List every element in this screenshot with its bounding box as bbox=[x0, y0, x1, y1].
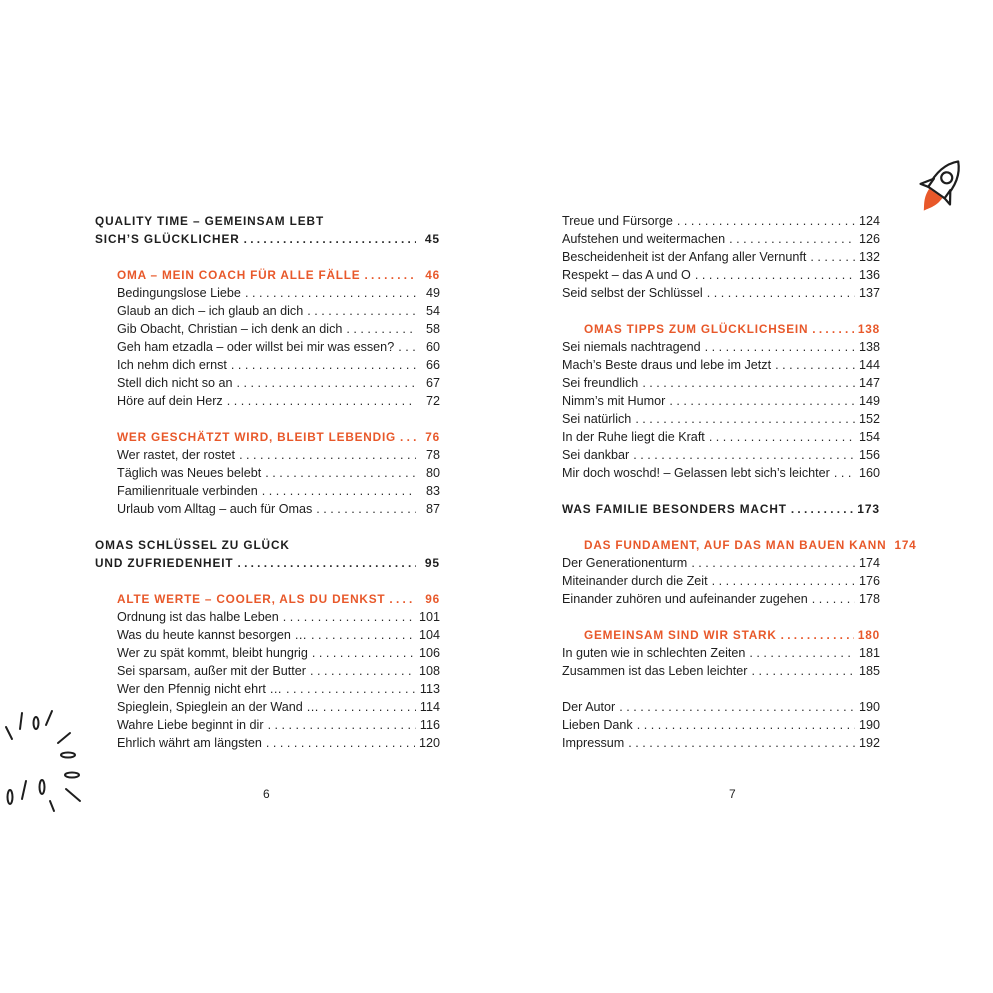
toc-leader-dots bbox=[323, 698, 416, 716]
toc-entry[interactable] bbox=[95, 446, 440, 464]
toc-entry[interactable] bbox=[95, 356, 440, 374]
toc-leader-dots bbox=[834, 464, 855, 482]
toc-page-number: 147 bbox=[858, 376, 880, 390]
toc-entry-title: Glaub an dich – ich glaub an dich bbox=[117, 304, 304, 318]
toc-entry[interactable] bbox=[95, 500, 440, 518]
toc-entry[interactable] bbox=[562, 374, 880, 392]
toc-leader-dots bbox=[398, 338, 416, 356]
toc-leader-dots bbox=[619, 698, 855, 716]
toc-gap bbox=[562, 608, 880, 626]
toc-leader-dots bbox=[237, 374, 416, 392]
toc-entry[interactable] bbox=[95, 482, 440, 500]
page-number-right: 7 bbox=[729, 787, 736, 801]
toc-entry-title: Wer zu spät kommt, bleibt hungrig bbox=[117, 646, 308, 660]
toc-entry[interactable] bbox=[95, 644, 440, 662]
toc-page-number: 54 bbox=[425, 304, 440, 318]
toc-leader-dots bbox=[633, 446, 855, 464]
toc-page-number: 178 bbox=[858, 592, 880, 606]
toc-entry-title: Ich nehm dich ernst bbox=[117, 358, 227, 372]
toc-entry-title: Respekt – das A und O bbox=[562, 268, 691, 282]
toc-entry-title: Miteinander durch die Zeit bbox=[562, 574, 708, 588]
toc-right-column bbox=[562, 212, 917, 752]
toc-entry-title: OMA – MEIN COACH FÜR ALLE FÄLLE bbox=[117, 268, 361, 282]
toc-entry-title: Geh ham etzadla – oder willst bei mir was essen? bbox=[117, 340, 395, 354]
toc-page-number: 185 bbox=[858, 664, 880, 678]
toc-entry-title: Ehrlich währt am längsten bbox=[117, 736, 262, 750]
toc-entry[interactable] bbox=[95, 374, 440, 392]
doodle-burst-icon bbox=[0, 705, 90, 825]
toc-page-number: 104 bbox=[418, 628, 440, 642]
toc-leader-dots bbox=[691, 554, 855, 572]
toc-entry-title: Täglich was Neues belebt bbox=[117, 466, 262, 480]
toc-part-heading[interactable] bbox=[95, 212, 440, 230]
toc-entry[interactable] bbox=[95, 320, 440, 338]
toc-leader-dots bbox=[312, 644, 415, 662]
toc-entry-title: Nimm’s mit Humor bbox=[562, 394, 666, 408]
toc-page-number: 108 bbox=[418, 664, 440, 678]
toc-entry-title: Einander zuhören und aufeinander zugehen bbox=[562, 592, 808, 606]
toc-page-number: 49 bbox=[425, 286, 440, 300]
toc-page-number: 149 bbox=[858, 394, 880, 408]
toc-leader-dots bbox=[307, 302, 416, 320]
toc-leader-dots bbox=[262, 482, 416, 500]
toc-entry[interactable] bbox=[95, 662, 440, 680]
toc-page-number: 114 bbox=[419, 700, 440, 714]
toc-part-heading[interactable] bbox=[95, 230, 440, 248]
toc-entry-title: Treue und Fürsorge bbox=[562, 214, 673, 228]
toc-leader-dots bbox=[628, 734, 855, 752]
toc-page-number: 87 bbox=[425, 502, 440, 516]
toc-entry-title: Urlaub vom Alltag – auch für Omas bbox=[117, 502, 313, 516]
toc-entry-title: Der Generationenturm bbox=[562, 556, 688, 570]
toc-part-heading[interactable] bbox=[95, 536, 440, 554]
toc-leader-dots bbox=[389, 590, 416, 608]
toc-leader-dots bbox=[712, 572, 855, 590]
toc-entry[interactable] bbox=[562, 644, 880, 662]
toc-leader-dots bbox=[707, 284, 855, 302]
toc-page-number: 46 bbox=[425, 268, 440, 282]
toc-entry[interactable] bbox=[95, 302, 440, 320]
toc-entry-title: Zusammen ist das Leben leichter bbox=[562, 664, 748, 678]
toc-leader-dots bbox=[364, 266, 416, 284]
toc-page-number: 95 bbox=[424, 556, 440, 570]
toc-entry-title: Wahre Liebe beginnt in dir bbox=[117, 718, 264, 732]
toc-page-number: 181 bbox=[858, 646, 880, 660]
toc-entry[interactable] bbox=[562, 392, 880, 410]
toc-leader-dots bbox=[311, 626, 415, 644]
toc-entry-title: WER GESCHÄTZT WIRD, BLEIBT LEBENDIG bbox=[117, 430, 397, 444]
toc-leader-dots bbox=[812, 590, 855, 608]
toc-leader-dots bbox=[635, 410, 855, 428]
toc-entry-title: Impressum bbox=[562, 736, 625, 750]
toc-entry[interactable] bbox=[95, 608, 440, 626]
toc-leader-dots bbox=[752, 662, 855, 680]
toc-page-number: 45 bbox=[424, 232, 440, 246]
toc-entry[interactable] bbox=[562, 230, 880, 248]
toc-entry[interactable] bbox=[562, 428, 880, 446]
toc-entry[interactable] bbox=[562, 464, 880, 482]
toc-leader-dots bbox=[642, 374, 855, 392]
toc-chapter-heading[interactable] bbox=[95, 590, 440, 608]
toc-gap bbox=[95, 572, 440, 590]
toc-gap bbox=[562, 302, 880, 320]
toc-leader-dots bbox=[286, 680, 416, 698]
toc-leader-dots bbox=[266, 734, 415, 752]
toc-chapter-heading[interactable] bbox=[562, 320, 880, 338]
rocket-icon bbox=[905, 150, 977, 222]
toc-leader-dots bbox=[695, 266, 855, 284]
toc-entry[interactable] bbox=[562, 338, 880, 356]
toc-page-number: 192 bbox=[858, 736, 880, 750]
toc-left-column bbox=[95, 212, 440, 752]
toc-part-heading[interactable] bbox=[95, 554, 440, 572]
toc-entry-title: Familienrituale verbinden bbox=[117, 484, 258, 498]
toc-page-number: 101 bbox=[418, 610, 440, 624]
toc-chapter-heading[interactable] bbox=[95, 266, 440, 284]
toc-entry[interactable] bbox=[562, 698, 880, 716]
toc-chapter-heading[interactable] bbox=[562, 626, 880, 644]
toc-page-number: 152 bbox=[858, 412, 880, 426]
toc-page-number: 190 bbox=[858, 718, 880, 732]
toc-leader-dots bbox=[669, 392, 855, 410]
toc-entry-title: Ordnung ist das halbe Leben bbox=[117, 610, 279, 624]
toc-leader-dots bbox=[231, 356, 416, 374]
toc-page-number: 137 bbox=[858, 286, 880, 300]
toc-entry[interactable] bbox=[562, 212, 880, 230]
toc-entry-title: Aufstehen und weitermachen bbox=[562, 232, 726, 246]
toc-entry[interactable] bbox=[562, 410, 880, 428]
toc-leader-dots bbox=[749, 644, 855, 662]
toc-leader-dots bbox=[791, 500, 853, 518]
toc-entry-title: Sei niemals nachtragend bbox=[562, 340, 701, 354]
toc-page-number: 60 bbox=[425, 340, 440, 354]
toc-page-number: 174 bbox=[894, 538, 917, 552]
toc-leader-dots bbox=[310, 662, 415, 680]
toc-entry-title: DAS FUNDAMENT, AUF DAS MAN BAUEN KANN bbox=[584, 538, 887, 552]
toc-page-number: 78 bbox=[425, 448, 440, 462]
toc-page-number: 132 bbox=[858, 250, 880, 264]
toc-page-number: 174 bbox=[858, 556, 880, 570]
toc-page-number: 160 bbox=[858, 466, 880, 480]
toc-gap bbox=[562, 680, 880, 698]
toc-page-number: 116 bbox=[419, 718, 440, 732]
toc-entry[interactable] bbox=[95, 464, 440, 482]
toc-entry-title: Seid selbst der Schlüssel bbox=[562, 286, 703, 300]
toc-part-heading[interactable] bbox=[562, 500, 880, 518]
toc-entry[interactable] bbox=[562, 662, 880, 680]
toc-entry[interactable] bbox=[95, 680, 440, 698]
toc-leader-dots bbox=[346, 320, 416, 338]
toc-chapter-heading[interactable] bbox=[95, 428, 440, 446]
toc-entry[interactable] bbox=[95, 734, 440, 752]
toc-page-number: 120 bbox=[418, 736, 440, 750]
toc-page-number: 126 bbox=[858, 232, 880, 246]
toc-leader-dots bbox=[227, 392, 416, 410]
toc-leader-dots bbox=[637, 716, 855, 734]
toc-entry[interactable] bbox=[562, 284, 880, 302]
toc-page-number: 66 bbox=[425, 358, 440, 372]
toc-leader-dots bbox=[239, 446, 416, 464]
toc-entry-title: Spieglein, Spieglein an der Wand … bbox=[117, 700, 319, 714]
toc-entry-title: Bescheidenheit ist der Anfang aller Vernunft bbox=[562, 250, 807, 264]
toc-leader-dots bbox=[812, 320, 854, 338]
toc-page-number: 113 bbox=[419, 682, 440, 696]
toc-page-number: 80 bbox=[425, 466, 440, 480]
toc-entry[interactable] bbox=[562, 734, 880, 752]
toc-page-number: 67 bbox=[425, 376, 440, 390]
toc-gap bbox=[95, 518, 440, 536]
toc-leader-dots bbox=[781, 626, 854, 644]
toc-leader-dots bbox=[810, 248, 855, 266]
toc-gap bbox=[562, 518, 880, 536]
toc-entry-title: Sei freundlich bbox=[562, 376, 639, 390]
toc-page-number: 58 bbox=[425, 322, 440, 336]
toc-entry-title: Der Autor bbox=[562, 700, 616, 714]
toc-gap bbox=[95, 248, 440, 266]
toc-page-number: 106 bbox=[418, 646, 440, 660]
toc-leader-dots bbox=[245, 284, 416, 302]
toc-entry[interactable] bbox=[95, 392, 440, 410]
page-number-left: 6 bbox=[263, 787, 270, 801]
toc-entry-title: WAS FAMILIE BESONDERS MACHT bbox=[562, 502, 787, 516]
toc-page-number: 96 bbox=[425, 592, 440, 606]
toc-leader-dots bbox=[244, 230, 416, 248]
toc-entry-title: Sei dankbar bbox=[562, 448, 630, 462]
toc-entry-title: Mach’s Beste draus und lebe im Jetzt bbox=[562, 358, 772, 372]
toc-entry-title: Was du heute kannst besorgen … bbox=[117, 628, 307, 642]
toc-page-number: 83 bbox=[425, 484, 440, 498]
toc-page-number: 190 bbox=[858, 700, 880, 714]
toc-entry-title: UND ZUFRIEDENHEIT bbox=[95, 556, 234, 570]
toc-page-number: 136 bbox=[858, 268, 880, 282]
toc-leader-dots bbox=[316, 500, 416, 518]
toc-page-number: 173 bbox=[857, 502, 880, 516]
toc-page-number: 180 bbox=[857, 628, 880, 642]
toc-page-number: 138 bbox=[858, 340, 880, 354]
toc-page-number: 144 bbox=[858, 358, 880, 372]
toc-entry[interactable] bbox=[95, 716, 440, 734]
toc-page-number: 156 bbox=[858, 448, 880, 462]
toc-entry-title: Höre auf dein Herz bbox=[117, 394, 223, 408]
toc-entry[interactable] bbox=[562, 356, 880, 374]
toc-page-number: 76 bbox=[425, 430, 440, 444]
toc-page-number: 138 bbox=[857, 322, 880, 336]
toc-page-number: 176 bbox=[858, 574, 880, 588]
toc-entry[interactable] bbox=[562, 554, 880, 572]
toc-entry-title: Lieben Dank bbox=[562, 718, 633, 732]
toc-leader-dots bbox=[400, 428, 416, 446]
toc-entry[interactable] bbox=[95, 626, 440, 644]
toc-leader-dots bbox=[238, 554, 416, 572]
toc-entry-title: ALTE WERTE – COOLER, ALS DU DENKST bbox=[117, 592, 386, 606]
toc-entry-title: QUALITY TIME – GEMEINSAM LEBT bbox=[95, 214, 325, 228]
toc-gap bbox=[562, 482, 880, 500]
toc-entry-title: Sei sparsam, außer mit der Butter bbox=[117, 664, 306, 678]
toc-entry[interactable] bbox=[562, 572, 880, 590]
toc-leader-dots bbox=[283, 608, 415, 626]
toc-entry-title: Wer den Pfennig nicht ehrt … bbox=[117, 682, 282, 696]
toc-entry[interactable] bbox=[562, 266, 880, 284]
toc-entry-title: Stell dich nicht so an bbox=[117, 376, 233, 390]
toc-entry[interactable] bbox=[562, 248, 880, 266]
toc-entry-title: Gib Obacht, Christian – ich denk an dich bbox=[117, 322, 343, 336]
toc-entry-title: OMAS TIPPS ZUM GLÜCKLICHSEIN bbox=[584, 322, 809, 336]
toc-page-number: 72 bbox=[425, 394, 440, 408]
toc-leader-dots bbox=[265, 464, 416, 482]
toc-leader-dots bbox=[729, 230, 855, 248]
toc-entry-title: GEMEINSAM SIND WIR STARK bbox=[584, 628, 777, 642]
toc-entry[interactable] bbox=[95, 338, 440, 356]
toc-gap bbox=[95, 410, 440, 428]
toc-leader-dots bbox=[268, 716, 416, 734]
toc-leader-dots bbox=[705, 338, 855, 356]
toc-entry-title: Mir doch woschd! – Gelassen lebt sich’s leichter bbox=[562, 466, 830, 480]
toc-page-number: 154 bbox=[858, 430, 880, 444]
toc-leader-dots bbox=[709, 428, 855, 446]
toc-entry[interactable] bbox=[95, 284, 440, 302]
toc-page-number: 124 bbox=[858, 214, 880, 228]
toc-entry[interactable] bbox=[562, 446, 880, 464]
toc-entry[interactable] bbox=[95, 698, 440, 716]
toc-entry[interactable] bbox=[562, 590, 880, 608]
toc-leader-dots bbox=[677, 212, 855, 230]
toc-entry[interactable] bbox=[562, 716, 880, 734]
toc-entry-title: SICH’S GLÜCKLICHER bbox=[95, 232, 240, 246]
toc-entry-title: OMAS SCHLÜSSEL ZU GLÜCK bbox=[95, 538, 290, 552]
toc-leader-dots bbox=[775, 356, 855, 374]
toc-entry-title: Bedingungslose Liebe bbox=[117, 286, 241, 300]
toc-entry-title: In der Ruhe liegt die Kraft bbox=[562, 430, 705, 444]
toc-chapter-heading[interactable] bbox=[562, 536, 917, 554]
toc-entry-title: Sei natürlich bbox=[562, 412, 632, 426]
toc-entry-title: In guten wie in schlechten Zeiten bbox=[562, 646, 746, 660]
toc-entry-title: Wer rastet, der rostet bbox=[117, 448, 236, 462]
